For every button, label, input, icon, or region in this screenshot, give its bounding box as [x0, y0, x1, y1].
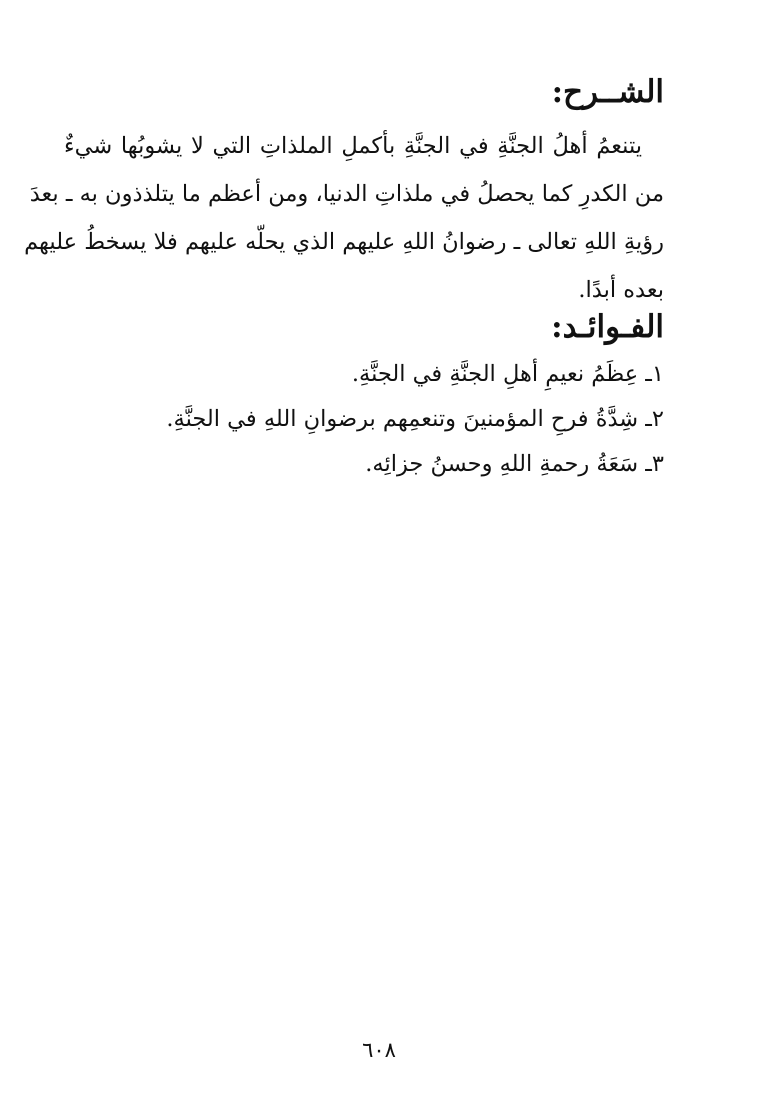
explanation-heading: الشــرح: [551, 74, 664, 110]
explanation-line: يتنعمُ أهلُ الجنَّةِ في الجنَّةِ بأكملِ الملذاتِ التي لا يشوبُها شيءٌ [64, 133, 642, 159]
benefit-item: ١ـ عِظَمُ نعيمِ أهلِ الجنَّةِ في الجنَّةِ. [351, 361, 664, 387]
benefits-heading: الفـوائـد: [551, 309, 664, 345]
explanation-paragraph [24, 122, 664, 314]
explanation-line: من الكدرِ كما يحصلُ في ملذاتِ الدنيا، ومن أعظم ما يتلذذون به ـ بعدَ [29, 181, 664, 207]
benefit-item: ٢ـ شِدَّةُ فرحِ المؤمنينَ وتنعمِهم برضوانِ اللهِ في الجنَّةِ. [166, 406, 664, 432]
explanation-line: بعده أبدًا. [578, 277, 664, 303]
page-number: ٦٠٨ [362, 1038, 396, 1062]
explanation-line: رؤيةِ اللهِ تعالى ـ رضوانُ اللهِ عليهم الذي يحلّه عليهم فلا يسخطُ عليهم [24, 229, 664, 255]
benefits-list [166, 352, 664, 487]
benefit-item: ٣ـ سَعَةُ رحمةِ اللهِ وحسنُ جزائِه. [365, 451, 664, 477]
